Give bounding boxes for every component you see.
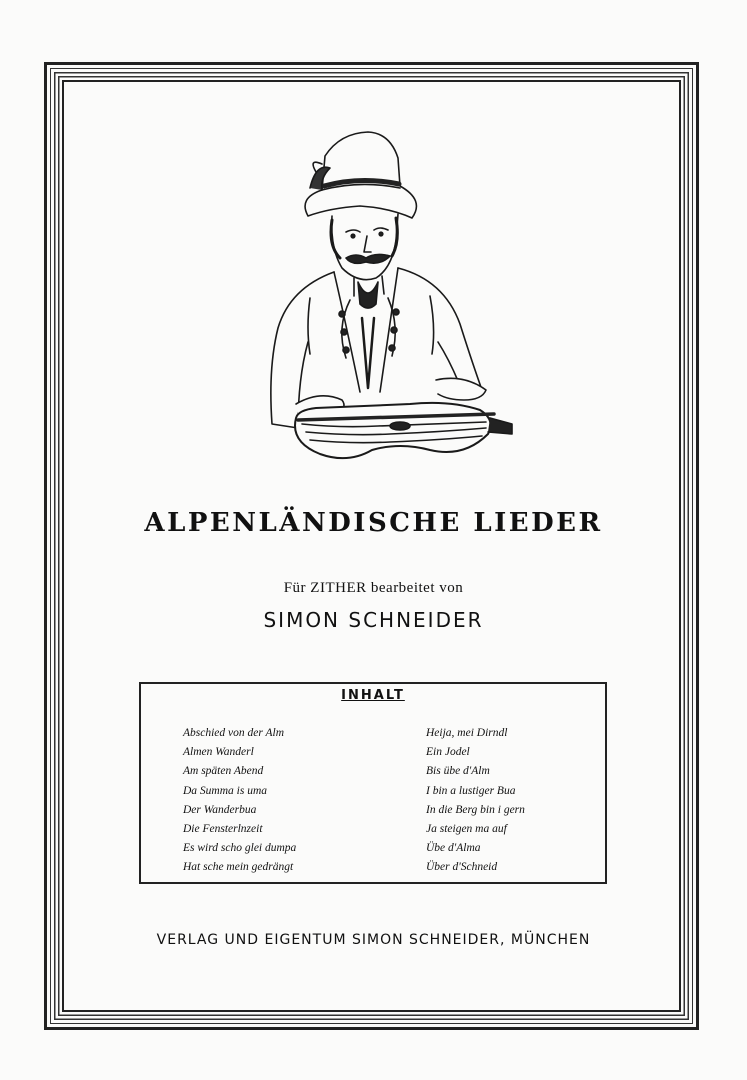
list-item: Hat sche mein gedrängt xyxy=(183,861,294,874)
contents-box xyxy=(139,682,607,884)
list-item: Die Fensterlnzeit xyxy=(183,822,263,835)
author-name: SIMON SCHNEIDER xyxy=(263,608,484,632)
list-item: Am späten Abend xyxy=(183,765,264,778)
list-item: Übe d'Alma xyxy=(426,842,481,855)
list-item: Abschied von der Alm xyxy=(183,727,285,739)
list-item: Über d'Schneid xyxy=(426,861,498,874)
list-item: Ja steigen ma auf xyxy=(426,822,507,835)
contents-left-column xyxy=(183,724,296,878)
subtitle: Für ZITHER bearbeitet von xyxy=(283,580,464,596)
contents-right-column xyxy=(426,724,525,878)
list-item: Da Summa is uma xyxy=(183,784,268,797)
contents-heading: INHALT xyxy=(341,688,405,703)
list-item: In die Berg bin i gern xyxy=(426,803,525,816)
list-item: I bin a lustiger Bua xyxy=(426,784,516,797)
list-item: Heija, mei Dirndl xyxy=(426,727,508,739)
zither-player-illustration xyxy=(250,128,522,468)
list-item: Almen Wanderl xyxy=(183,746,254,759)
list-item: Es wird scho glei dumpa xyxy=(183,842,297,855)
list-item: Bis übe d'Alm xyxy=(426,765,490,778)
list-item: Der Wanderbua xyxy=(183,803,257,816)
publisher-line: VERLAG UND EIGENTUM SIMON SCHNEIDER, MÜNCHEN xyxy=(156,932,591,948)
page-title: ALPENLÄNDISCHE LIEDER xyxy=(144,508,603,538)
list-item: Ein Jodel xyxy=(426,746,470,759)
